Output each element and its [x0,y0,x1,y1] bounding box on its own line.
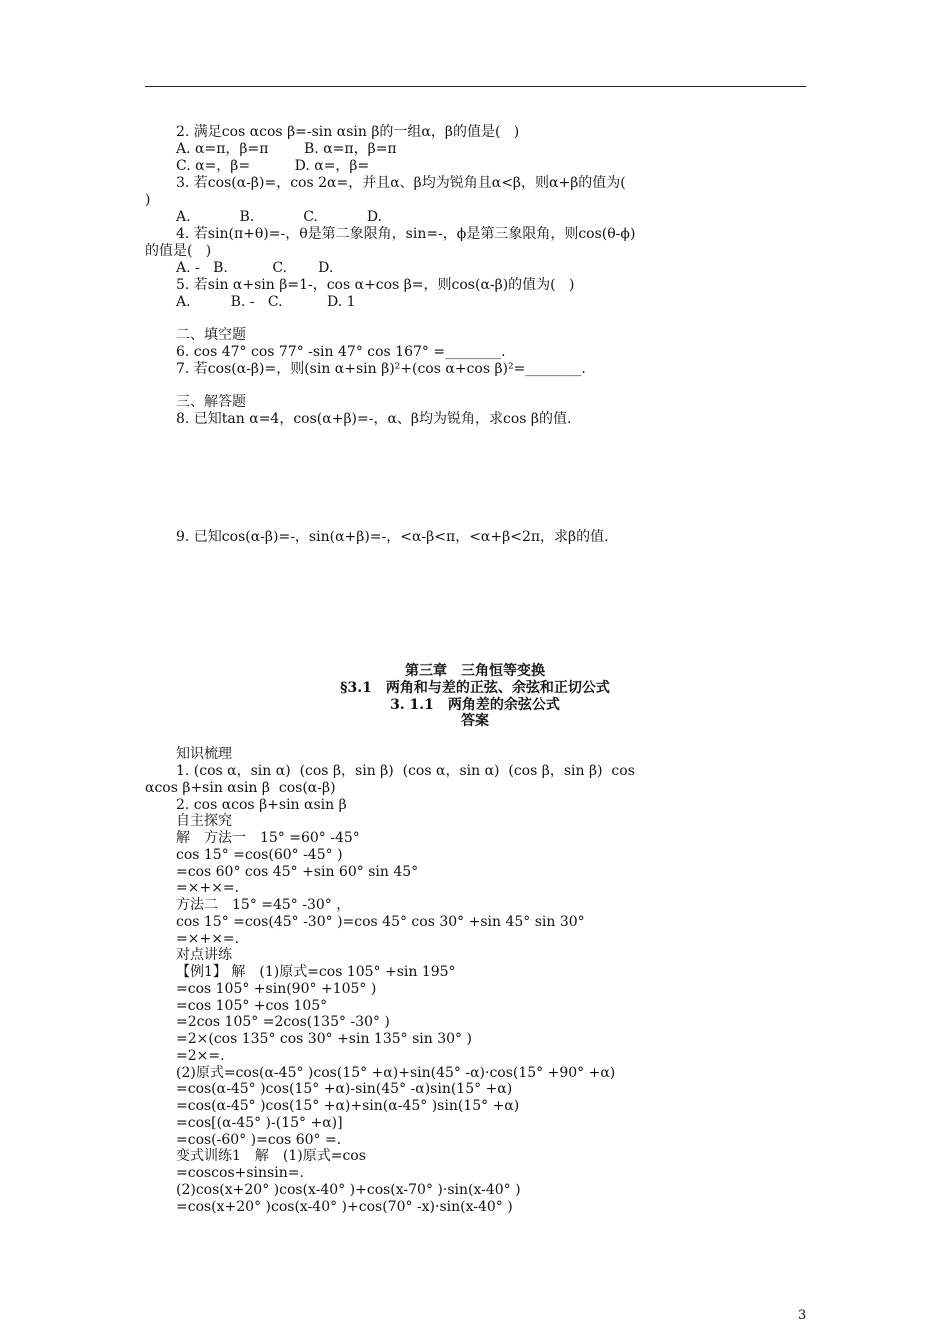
problem-7: 7. 若cos(α-β)=，则(sin α+sin β)²+(cos α+cos β)²=________. [176,361,586,377]
problem-3-options: A. B. C. D. [176,209,382,225]
problem-8: 8. 已知tan α=4，cos(α+β)=-，α、β均为锐角，求cos β的值. [176,411,572,427]
answer-line: =×+×=. [176,880,240,896]
answer-line: =×+×=. [176,931,240,947]
answer-line: 对点讲练 [176,947,232,963]
answer-line: =cos(x+20° )cos(x-40° )+cos(70° -x)·sin(x-40° ) [176,1199,513,1215]
problem-3: 3. 若cos(α-β)=，cos 2α=，并且α、β均为锐角且α<β，则α+β的值为( [176,175,626,191]
problem-2-options-ab: A. α=π，β=π B. α=π，β=π [176,141,397,157]
problem-9: 9. 已知cos(α-β)=-，sin(α+β)=-，<α-β<π，<α+β<2π，求β的值. [176,529,609,545]
answer-line: =cos(-60° )=cos 60° =. [176,1132,342,1148]
problem-2: 2. 满足cos αcos β=-sin αsin β的一组α，β的值是( ) [176,124,520,140]
answers-heading: 答案 [461,713,489,729]
answer-line: =cos(α-45° )cos(15° +α)-sin(45° -α)sin(15° +α) [176,1081,513,1097]
section-solutions: 三、解答题 [176,394,246,410]
chapter-title: 第三章 三角恒等变换 [405,663,545,679]
answer-line: 变式训练1 解 (1)原式=cos [176,1148,366,1164]
answer-line: =cos 60° cos 45° +sin 60° sin 45° [176,864,419,880]
answer-line: =cos[(α-45° )-(15° +α)] [176,1115,343,1131]
answer-line: (2)原式=cos(α-45° )cos(15° +α)+sin(45° -α)·cos(15° +90° +α) [176,1065,616,1081]
answer-line: 自主探究 [176,813,232,829]
problem-5: 5. 若sin α+sin β=1-，cos α+cos β=，则cos(α-β)的值为( ) [176,277,575,293]
problem-5-options: A. B. - C. D. 1 [176,294,356,310]
problem-4: 4. 若sin(π+θ)=-，θ是第二象限角，sin=-，ϕ是第三象限角，则cos(θ-ϕ) [176,226,636,242]
section-fill-in: 二、填空题 [176,327,246,343]
answer-line: =2×=. [176,1048,225,1064]
answer-line: =coscos+sinsin=. [176,1165,304,1181]
answer-line: 知识梳理 [176,746,232,762]
answer-line: cos 15° =cos(45° -30° )=cos 45° cos 30° +sin 45° sin 30° [176,914,585,930]
section-title: §3.1 两角和与差的正弦、余弦和正切公式 [340,680,610,696]
answer-line: =2×(cos 135° cos 30° +sin 135° sin 30° ) [176,1031,472,1047]
answer-line: 2. cos αcos β+sin αsin β [176,797,347,813]
header-rule [145,86,806,87]
answer-line: (2)cos(x+20° )cos(x-40° )+cos(x-70° )·sin(x-40° ) [176,1182,521,1198]
answer-line: =cos 105° +sin(90° +105° ) [176,981,377,997]
problem-4-options: A. - B. C. D. [176,260,334,276]
answer-line: 【例1】 解 (1)原式=cos 105° +sin 195° [176,964,456,980]
page-number: 3 [798,1308,807,1323]
answer-line: αcos β+sin αsin β cos(α-β) [145,780,336,796]
answer-line: =cos 105° +cos 105° [176,998,328,1014]
answer-line: =cos(α-45° )cos(15° +α)+sin(α-45° )sin(15° +α) [176,1098,520,1114]
problem-6: 6. cos 47° cos 77° -sin 47° cos 167° =________. [176,344,506,360]
problem-2-options-cd: C. α=，β= D. α=，β= [176,158,370,174]
answer-line: 1. (cos α，sin α) (cos β，sin β) (cos α，sin α) (cos β，sin β) cos [176,763,635,779]
answer-line: 方法二 15° =45° -30° ， [176,897,351,913]
problem-3-continued: ) [145,192,151,208]
subsection-title: 3. 1.1 两角差的余弦公式 [390,697,560,713]
answer-line: cos 15° =cos(60° -45° ) [176,847,343,863]
problem-4-continued: 的值是( ) [145,243,212,259]
answer-line: =2cos 105° =2cos(135° -30° ) [176,1014,390,1030]
answer-line: 解 方法一 15° =60° -45° [176,830,360,846]
